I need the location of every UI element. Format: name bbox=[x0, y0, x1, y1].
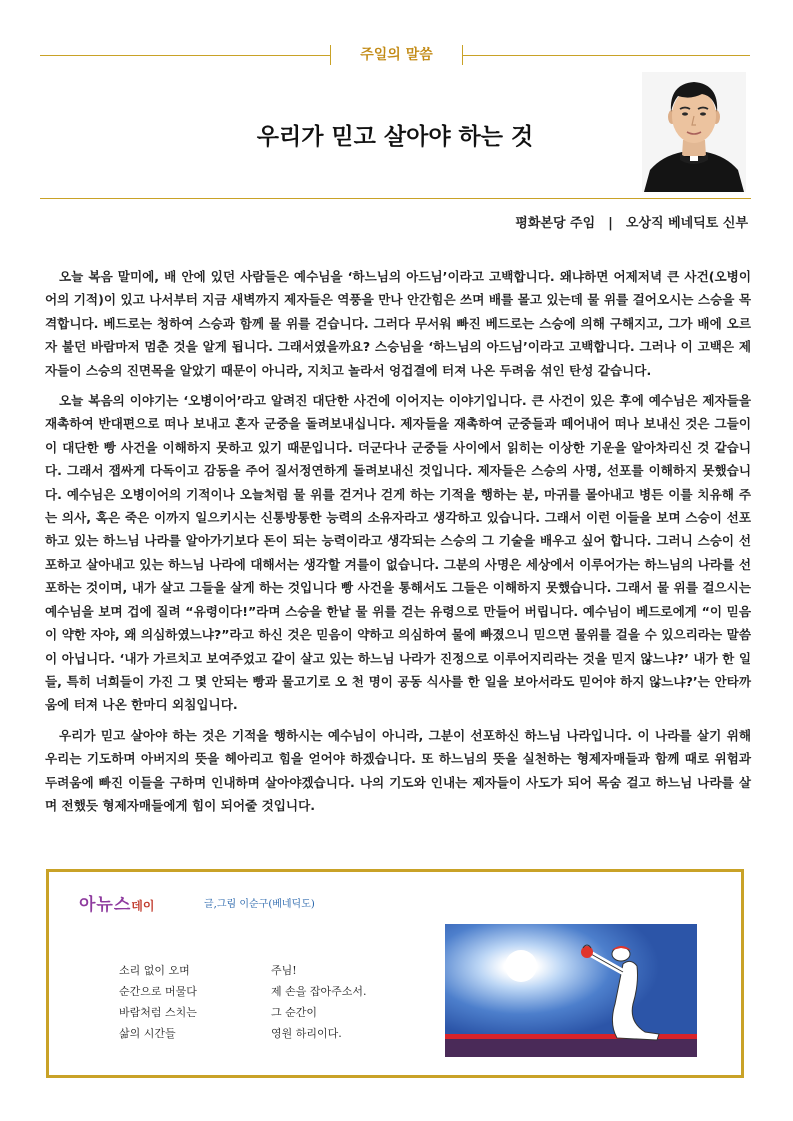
poem-line: 소리 없이 오며 bbox=[119, 964, 190, 977]
byline-separator: | bbox=[608, 216, 613, 231]
comic-box bbox=[46, 869, 744, 1078]
page-title: 우리가 믿고 살아야 하는 것 bbox=[256, 124, 534, 150]
poem-line: 순간으로 머물다 bbox=[119, 985, 197, 998]
article-body bbox=[45, 265, 751, 824]
comic-title-small: 데이 bbox=[131, 899, 155, 913]
poem-left bbox=[119, 960, 197, 1044]
comic-illustration bbox=[445, 924, 697, 1057]
poem-line: 삶의 시간들 bbox=[119, 1027, 176, 1040]
title-rule bbox=[40, 198, 751, 199]
author-portrait bbox=[642, 72, 746, 192]
parish-role: 평화본당 주임 bbox=[515, 216, 596, 231]
article-paragraph: 오늘 복음 말미에, 배 안에 있던 사람들은 예수님을 ‘하느님의 아드님’이라고 고백합니다. 왜냐하면 어제저녁 큰 사건(오병이어의 기적)이 있고 나서부터 지금 새벽까지 제자들은 역풍을 만나 안간힘은 쓰며 배를 몰고 있는데 물 위를 걸어오시는 스승을 목격합니다. 베드로는 청하여 스승과 함께 물 위를 걷습니다. 그러다 무서워 빠진 베드로는 스승에 의해 구해지고, 그가 배에 오르자 불던 바람마저 멈춘 것을 알게 됩니다. 그래서였을까요? 스승님을 ‘하느님의 아드님’이라고 고백합니다. 그러나 이 고백은 제자들이 스승의 진면목을 알았기 때문이 아니라, 지치고 놀라서 엉겁결에 터져 나온 두려움 섞인 탄성 같습니다. bbox=[45, 269, 751, 378]
comic-title-main: 아뉴스 bbox=[79, 895, 132, 915]
comic-title bbox=[79, 890, 154, 915]
poem-line: 주님! bbox=[271, 964, 297, 977]
comic-author: 글,그림 이순구(베네딕도) bbox=[204, 899, 315, 910]
header-rule-right bbox=[463, 55, 750, 56]
section-label: 주일의 말씀 bbox=[360, 47, 433, 63]
article-paragraph: 오늘 복음의 이야기는 ‘오병이어’라고 알려진 대단한 사건에 이어지는 이야기입니다. 큰 사건이 있은 후에 예수님은 제자들을 재촉하여 반대편으로 떠나 보내고 혼자 군중을 돌려보내십니다. 제자들을 재촉하여 군중들과 떼어내어 떠나 보내신 것은 그들이 이 대단한 빵 사건을 이해하지 못하고 있기 때문입니다. 더군다나 군중들 사이에서 읽히는 이상한 기운을 알아차리신 것 같습니다. 그래서 잽싸게 다독이고 감동을 주어 질서정연하게 돌려보내신 것입니다. 제자들은 스승의 사명, 선포를 이해하지 못했습니다. 예수님은 오병이어의 기적이나 오늘처럼 물 위를 걷거나 걷게 하는 기적을 행하는 분, 마귀를 몰아내고 병든 이를 치유해 주는 의사, 혹은 죽은 이까지 일으키시는 신통방통한 능력의 소유자라고 생각하고 있습니다. 그래서 이런 이들을 보며 스승이 선포하고 있는 하느님 나라를 알아가기보다 돈이 되는 능력이라고 생각되는 스승의 그 기술을 배우고 싶어 합니다. 그러니 스승이 선포하고 살아내고 있는 하느님 나라에 대해서는 생각할 겨를이 없습니다. 그분의 사명은 세상에서 이루어가는 하느님의 나라를 선포하는 것이며, 내가 살고 그들을 살게 하는 것입니다 빵 사건을 통해서도 그들은 이해하지 못했습니다. 그래서 물 위를 걸으시는 예수님을 보며 겁에 질려 “유령이다!”라며 스승을 한낱 물 위를 걷는 유령으로 만들어 버립니다. 예수님이 베드로에게 “이 믿음이 약한 자야, 왜 의심하였느냐?”라고 하신 것은 믿음이 약하고 의심하여 물에 빠졌으니 믿으면 물위를 걸을 수 있으리라는 말씀이 아닙니다. ‘내가 가르치고 보여주었고 같이 살고 있는 하느님 나라가 진정으로 이루어지리라는 것을 믿지 않느냐?’ 내가 한 일들, 특히 너희들이 가진 그 몇 안되는 빵과 물고기로 오 천 명이 공동 식사를 한 일을 보아서라도 믿어야 하지 않느냐?’는 안타까움에 터져 나온 한마디 외침입니다. bbox=[45, 393, 751, 713]
article-paragraph: 우리가 믿고 살아야 하는 것은 기적을 행하시는 예수님이 아니라, 그분이 선포하신 하느님 나라입니다. 이 나라를 살기 위해 우리는 기도하며 아버지의 뜻을 헤아리고 힘을 얻어야 하겠습니다. 또 하느님의 뜻을 실천하는 형제자매들과 함께 때로 위험과 두려움에 빠진 이들을 구하며 인내하며 살아야겠습니다. 나의 기도와 인내는 제자들이 사도가 되어 목숨 걸고 하느님 나라를 살며 전했듯 형제자매들에게 힘이 되어줄 것입니다. bbox=[45, 727, 751, 813]
header-rule-left bbox=[40, 55, 330, 56]
author-name: 오상직 베네딕토 신부 bbox=[625, 216, 748, 231]
poem-line: 제 손을 잡아주소서. bbox=[271, 985, 367, 998]
byline bbox=[515, 212, 748, 231]
poem-right bbox=[271, 960, 367, 1044]
poem-line: 영원 하리이다. bbox=[271, 1027, 342, 1040]
poem-line: 바람처럼 스치는 bbox=[119, 1006, 197, 1019]
poem-line: 그 순간이 bbox=[271, 1006, 318, 1019]
